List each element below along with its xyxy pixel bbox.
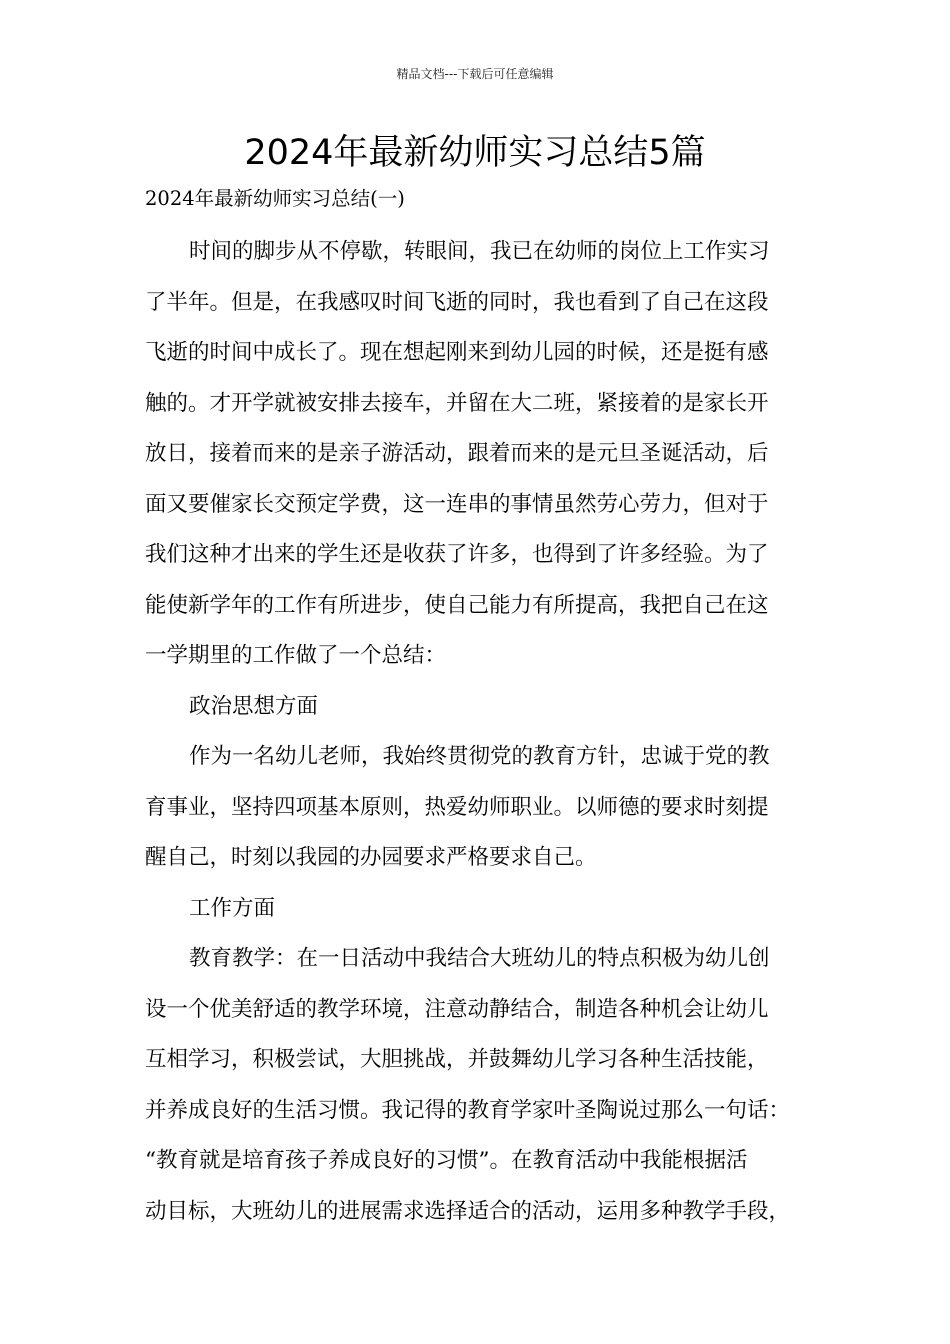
text-line: 放日，接着而来的是亲子游活动，跟着而来的是元旦圣诞活动，后	[145, 441, 769, 466]
text-line: 设一个优美舒适的教学环境，注意动静结合，制造各种机会让幼儿	[145, 996, 769, 1022]
text-line: 醒自己，时刻以我园的办园要求严格要求自己。	[145, 845, 597, 870]
text-line: 时间的脚步从不停歇，转眼间，我已在幼师的岗位上工作实习	[189, 239, 770, 264]
text-line: 了半年。但是，在我感叹时间飞逝的同时，我也看到了自己在这段	[145, 289, 769, 315]
text-line: 面又要催家长交预定学费，这一连串的事情虽然劳心劳力，但对于	[145, 491, 769, 517]
text-line: “教育就是培育孩子养成良好的习惯”。在教育活动中我能根据活	[145, 1148, 748, 1173]
text-line: 能使新学年的工作有所进步，使自己能力有所提高，我把自己在这	[145, 592, 769, 618]
text-line: 触的。才开学就被安排去接车，并留在大二班，紧接着的是家长开	[145, 390, 769, 416]
subheading-political: 政治思想方面	[189, 693, 319, 719]
text-line: 一学期里的工作做了一个总结：	[145, 643, 447, 668]
document-title: 2024年最新幼师实习总结5篇	[244, 133, 706, 173]
section-title: 2024年最新幼师实习总结(一)	[145, 187, 405, 210]
body-text	[145, 227, 825, 1237]
text-line: 教育教学：在一日活动中我结合大班幼儿的特点积极为幼儿创	[189, 946, 770, 971]
header-note: 精品文档---下载后可任意编辑	[396, 67, 554, 81]
subheading-work: 工作方面	[189, 895, 276, 921]
text-line: 飞逝的时间中成长了。现在想起刚来到幼儿园的时候，还是挺有感	[145, 340, 769, 365]
text-line: 并养成良好的生活习惯。我记得的教育学家叶圣陶说过那么一句话：	[145, 1097, 791, 1123]
text-line: 互相学习，积极尝试，大胆挑战，并鼓舞幼儿学习各种生活技能，	[145, 1047, 769, 1072]
text-line: 我们这种才出来的学生还是收获了许多，也得到了许多经验。为了	[145, 542, 769, 567]
text-line: 作为一名幼儿老师，我始终贯彻党的教育方针，忠诚于党的教	[189, 744, 770, 769]
text-line: 动目标，大班幼儿的进展需求选择适合的活动，运用多种教学手段，	[145, 1198, 791, 1224]
text-line: 育事业，坚持四项基本原则，热爱幼师职业。以师德的要求时刻提	[145, 794, 769, 820]
